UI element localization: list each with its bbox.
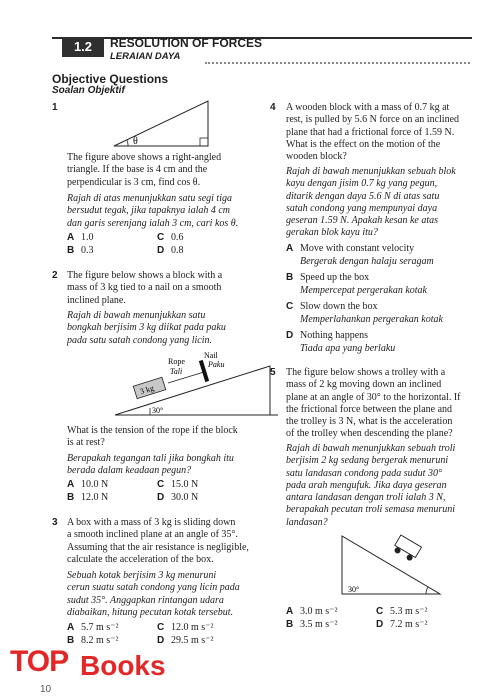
- q3-number: 3: [52, 517, 58, 528]
- q2-question-en: What is the tension of the rope if the block is at rest?: [67, 425, 238, 449]
- q4-text-ms: Rajah di bawah menunjukkan sebuah blok kayu dengan jisim 0.7 kg yang pegun, ditarik dengan daya 5.6 N di atas satu satah condong yang mempunyai daya geseran 1.59 N. Apakah kesan ke atas gerakan blok kayu itu?: [286, 166, 456, 239]
- q3-text-ms: Sebuah kotak berjisim 3 kg menuruni cerun suatu satah condong yang licin pada sudut 35°. Anggapkan rintangan udara diabaikan, hitung pecutan kotak tersebut.: [67, 570, 240, 618]
- topbooks-logo-books: Books: [80, 650, 166, 681]
- q5-option-d[interactable]: D 7.2 m s⁻²: [376, 619, 428, 630]
- q4-option-b-ms: Mempercepat pergerakan kotak: [300, 285, 427, 296]
- q2-incline-figure: [110, 352, 280, 420]
- q2-option-c[interactable]: C 15.0 N: [157, 479, 199, 490]
- q4-option-d-ms: Tiada apa yang berlaku: [300, 343, 396, 354]
- q1-option-a[interactable]: A 1.0: [67, 232, 94, 243]
- q1-number: 1: [52, 102, 58, 113]
- q4-option-a-ms: Bergerak dengan halaju seragam: [300, 256, 434, 267]
- q3-option-a[interactable]: A 5.7 m s⁻²: [67, 622, 119, 633]
- q4-option-a[interactable]: A Move with constant velocity: [286, 243, 415, 254]
- q4-option-c-ms: Memperlahankan pergerakan kotak: [300, 314, 443, 325]
- q1-angle-label: θ: [133, 136, 138, 147]
- q5-trolley-figure: [340, 530, 450, 600]
- q2-text-ms: Rajah di bawah menunjukkan satu bongkah berjisim 3 kg diikat pada paku pada satu satah condong yang licin.: [67, 310, 226, 346]
- q4-option-b[interactable]: B Speed up the box: [286, 272, 370, 283]
- q4-text-en: A wooden block with a mass of 0.7 kg at rest, is pulled by 5.6 N force on an inclined plane that had a frictional force of 1.59 N. What is the effect on the motion of the wooden block?: [286, 102, 460, 163]
- section-number-badge: 1.2: [62, 37, 104, 57]
- page-number: 10: [40, 684, 52, 695]
- section-subtitle: LERAIAN DAYA: [110, 51, 181, 62]
- q2-number: 2: [52, 270, 58, 281]
- q4-option-c[interactable]: C Slow down the box: [286, 301, 378, 312]
- q4-option-d[interactable]: D Nothing happens: [286, 330, 369, 341]
- q3-option-d[interactable]: D 29.5 m s⁻²: [157, 635, 214, 646]
- q2-block-label: 3 kg: [138, 383, 155, 397]
- header-dotted-line: [205, 62, 470, 64]
- q1-triangle-figure: [112, 98, 212, 150]
- q2-rope-label-ms: Tali: [170, 367, 183, 376]
- section-title: RESOLUTION OF FORCES: [110, 36, 263, 50]
- q1-text-en: The figure above shows a right-angled triangle. If the base is 4 cm and the perpendicular is 3 cm, find cos θ.: [67, 152, 222, 188]
- q5-number: 5: [270, 367, 276, 378]
- q1-option-d[interactable]: D 0.8: [157, 245, 184, 256]
- q1-option-b[interactable]: B 0.3: [67, 245, 94, 256]
- q2-angle-label: 30°: [152, 406, 164, 415]
- q4-number: 4: [270, 102, 276, 113]
- q5-text-ms: Rajah di bawah menunjukkan sebuah troli berjisim 2 kg sedang bergerak menuruni satu landasan condong pada sudut 30° pada arah mengufuk. Jika daya geseran antara landasan dengan troli ialah 3 N, berapakah pecutan troli semasa menuruni landasan?: [286, 443, 456, 528]
- q5-option-a[interactable]: A 3.0 m s⁻²: [286, 606, 338, 617]
- q2-rope-label: Rope: [168, 357, 185, 366]
- q2-option-b[interactable]: B 12.0 N: [67, 492, 109, 503]
- q2-option-a[interactable]: A 10.0 N: [67, 479, 109, 490]
- q2-nail-label: Nail: [204, 352, 218, 360]
- q2-text-en: The figure below shows a block with a mass of 3 kg tied to a nail on a smooth inclined plane.: [67, 270, 223, 306]
- topbooks-logo-top: TOP: [10, 645, 69, 678]
- objective-heading: Objective Questions: [52, 72, 169, 86]
- q1-text-ms: Rajah di atas menunjukkan satu segi tiga bersudut tegak, jika tapaknya ialah 4 cm dan garis serenjang ialah 3 cm, cari kos θ.: [67, 193, 239, 229]
- q5-text-en: The figure below shows a trolley with a mass of 2 kg moving down an inclined plane at an angle of 30° to the horizontal. If the frictional force between the plane and the trolley is 3 N, what is the acceleration of the trolley when descending the plane?: [286, 367, 461, 440]
- q1-option-c[interactable]: C 0.6: [157, 232, 184, 243]
- q5-trolley: [392, 535, 422, 563]
- q3-option-b[interactable]: B 8.2 m s⁻²: [67, 635, 119, 646]
- q3-text-en: A box with a mass of 3 kg is sliding down a smooth inclined plane at an angle of 35°. Assuming that the air resistance is negligible, calculate the acceleration of the box.: [67, 517, 249, 565]
- q2-option-d[interactable]: D 30.0 N: [157, 492, 199, 503]
- q5-option-c[interactable]: C 5.3 m s⁻²: [376, 606, 428, 617]
- q2-question-ms: Berapakah tegangan tali jika bongkah itu berada dalam keadaan pegun?: [67, 453, 234, 477]
- q5-option-b[interactable]: B 3.5 m s⁻²: [286, 619, 338, 630]
- q3-option-c[interactable]: C 12.0 m s⁻²: [157, 622, 214, 633]
- q2-nail-label-ms: Paku: [208, 360, 225, 369]
- objective-subheading: Soalan Objektif: [52, 85, 125, 96]
- q5-angle-label: 30°: [348, 585, 360, 594]
